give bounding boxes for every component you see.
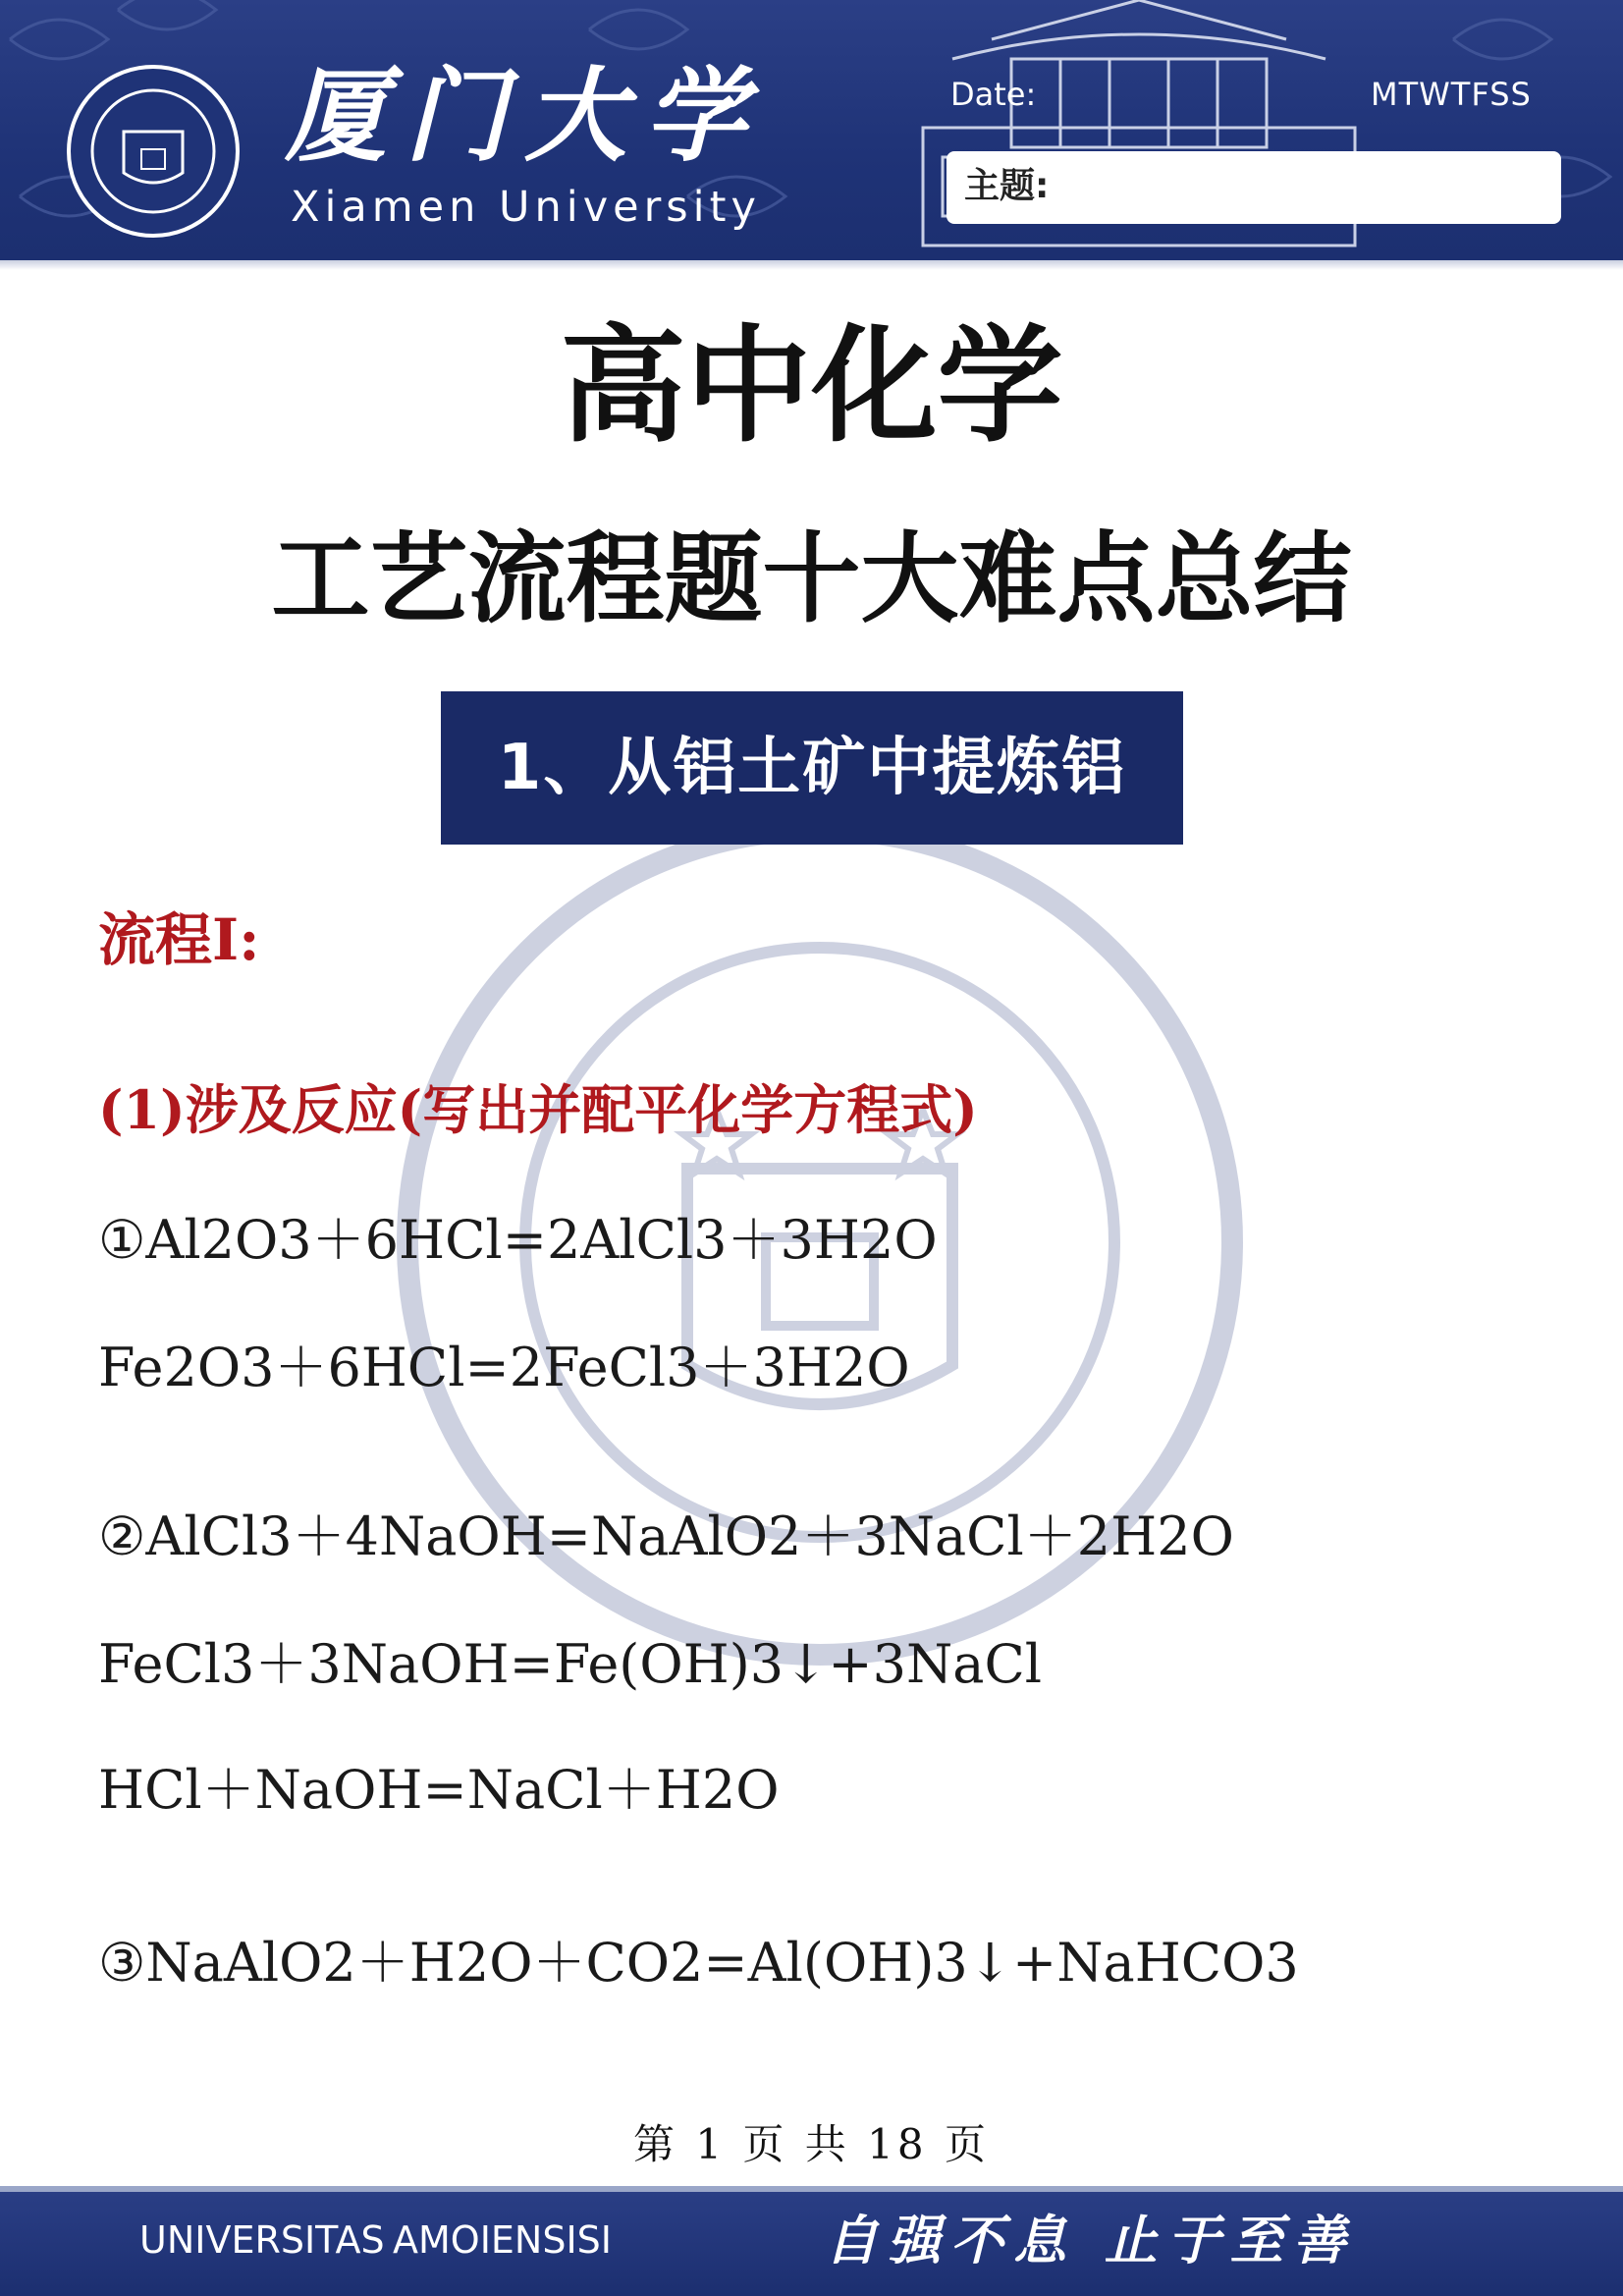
equation-line: ③NaAlO2＋H2O＋CO2=Al(OH)3↓+NaHCO3	[98, 1932, 1299, 1994]
university-seal-icon	[65, 63, 242, 240]
equation-line: ①Al2O3＋6HCl=2AlCl3＋3H2O	[98, 1209, 938, 1271]
document-subtitle: 工艺流程题十大难点总结	[271, 521, 1352, 636]
page-number: 第 1 页 共 18 页	[633, 2120, 990, 2168]
footer-banner	[0, 2192, 1623, 2296]
topic-field	[947, 151, 1561, 224]
footer-motto: 自强不息 止于至善	[825, 2209, 1356, 2271]
footer-latin-2: AMOIENSISI	[393, 2218, 612, 2262]
section-heading: 1、从铝土矿中提炼铝	[441, 691, 1183, 845]
topic-label: 主题:	[964, 166, 1050, 206]
equation-line: HCl＋NaOH=NaCl＋H2O	[98, 1759, 780, 1821]
header-divider	[0, 257, 1623, 270]
header-banner	[0, 0, 1623, 257]
equation-line: ②AlCl3＋4NaOH=NaAlO2＋3NaCl＋2H2O	[98, 1505, 1234, 1567]
reaction-instructions: (1)涉及反应(写出并配平化学方程式)	[98, 1078, 978, 1141]
university-name-cn: 厦门大学	[285, 55, 765, 176]
weekday-selector: MTWTFSS	[1371, 76, 1532, 113]
equation-line: Fe2O3＋6HCl=2FeCl3＋3H2O	[98, 1337, 910, 1398]
date-label: Date:	[950, 76, 1037, 113]
flow-label: 流程Ⅰ:	[98, 906, 260, 973]
document-title: 高中化学	[560, 313, 1063, 460]
footer-latin-1: UNIVERSITAS	[139, 2218, 385, 2262]
university-name-en: Xiamen University	[291, 183, 761, 232]
equation-line: FeCl3＋3NaOH=Fe(OH)3↓+3NaCl	[98, 1633, 1043, 1695]
